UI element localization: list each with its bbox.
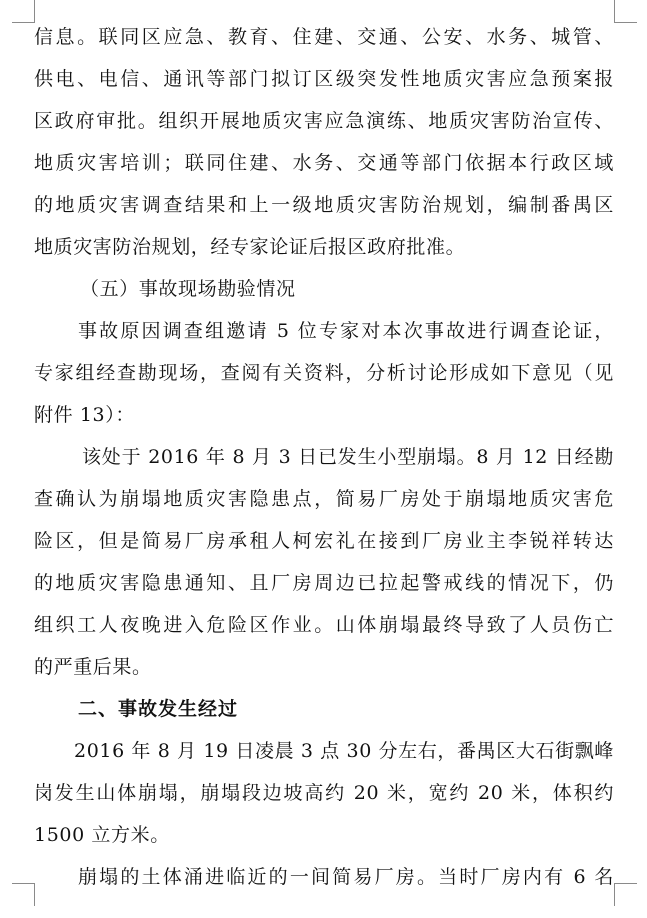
paragraph-line: 的地质灾害调查结果和上一级地质灾害防治规划，编制番禺区 xyxy=(34,194,614,216)
paragraph-line: 的地质灾害隐患通知、且厂房周边已拉起警戒线的情况下，仍 xyxy=(34,572,614,594)
paragraph-line: 该处于 2016 年 8 月 3 日已发生小型崩塌。8 月 12 日经勘 xyxy=(82,446,614,468)
crop-mark-top-left xyxy=(12,0,35,23)
section-heading: 二、事故发生经过 xyxy=(78,698,239,720)
paragraph-line: 崩塌的土体涌进临近的一间简易厂房。当时厂房内有 6 名 xyxy=(78,866,614,888)
paragraph-line: 查确认为崩塌地质灾害隐患点，简易厂房处于崩塌地质灾害危 xyxy=(34,488,614,510)
crop-mark-bottom-left xyxy=(12,883,35,906)
paragraph-line: 1500 立方米。 xyxy=(34,824,170,846)
crop-mark-top-right xyxy=(614,0,637,23)
crop-mark-bottom-right xyxy=(614,883,637,906)
paragraph-line: 事故原因调查组邀请 5 位专家对本次事故进行调查论证， xyxy=(78,320,614,342)
paragraph-line: 信息。联同区应急、教育、住建、交通、公安、水务、城管、 xyxy=(34,26,614,48)
paragraph-line: 险区，但是简易厂房承租人柯宏礼在接到厂房业主李锐祥转达 xyxy=(34,530,614,552)
paragraph-line: 岗发生山体崩塌，崩塌段边坡高约 20 米，宽约 20 米，体积约 xyxy=(34,782,614,804)
paragraph-line: 2016 年 8 月 19 日凌晨 3 点 30 分左右，番禺区大石街飘峰 xyxy=(74,740,614,762)
paragraph-line: 专家组经查勘现场，查阅有关资料，分析讨论形成如下意见（见 xyxy=(34,362,614,384)
paragraph-line: 地质灾害培训；联同住建、水务、交通等部门依据本行政区域 xyxy=(34,152,614,174)
paragraph-line: 附件 13）： xyxy=(34,404,135,426)
paragraph-line: 供电、电信、通讯等部门拟订区级突发性地质灾害应急预案报 xyxy=(34,68,614,90)
paragraph-line: 区政府审批。组织开展地质灾害应急演练、地质灾害防治宣传、 xyxy=(34,110,614,132)
section-subheading: （五）事故现场勘验情况 xyxy=(80,278,296,300)
paragraph-line: 地质灾害防治规划，经专家论证后报区政府批准。 xyxy=(34,236,466,258)
paragraph-line: 的严重后果。 xyxy=(34,656,152,678)
paragraph-line: 组织工人夜晚进入危险区作业。山体崩塌最终导致了人员伤亡 xyxy=(34,614,614,636)
